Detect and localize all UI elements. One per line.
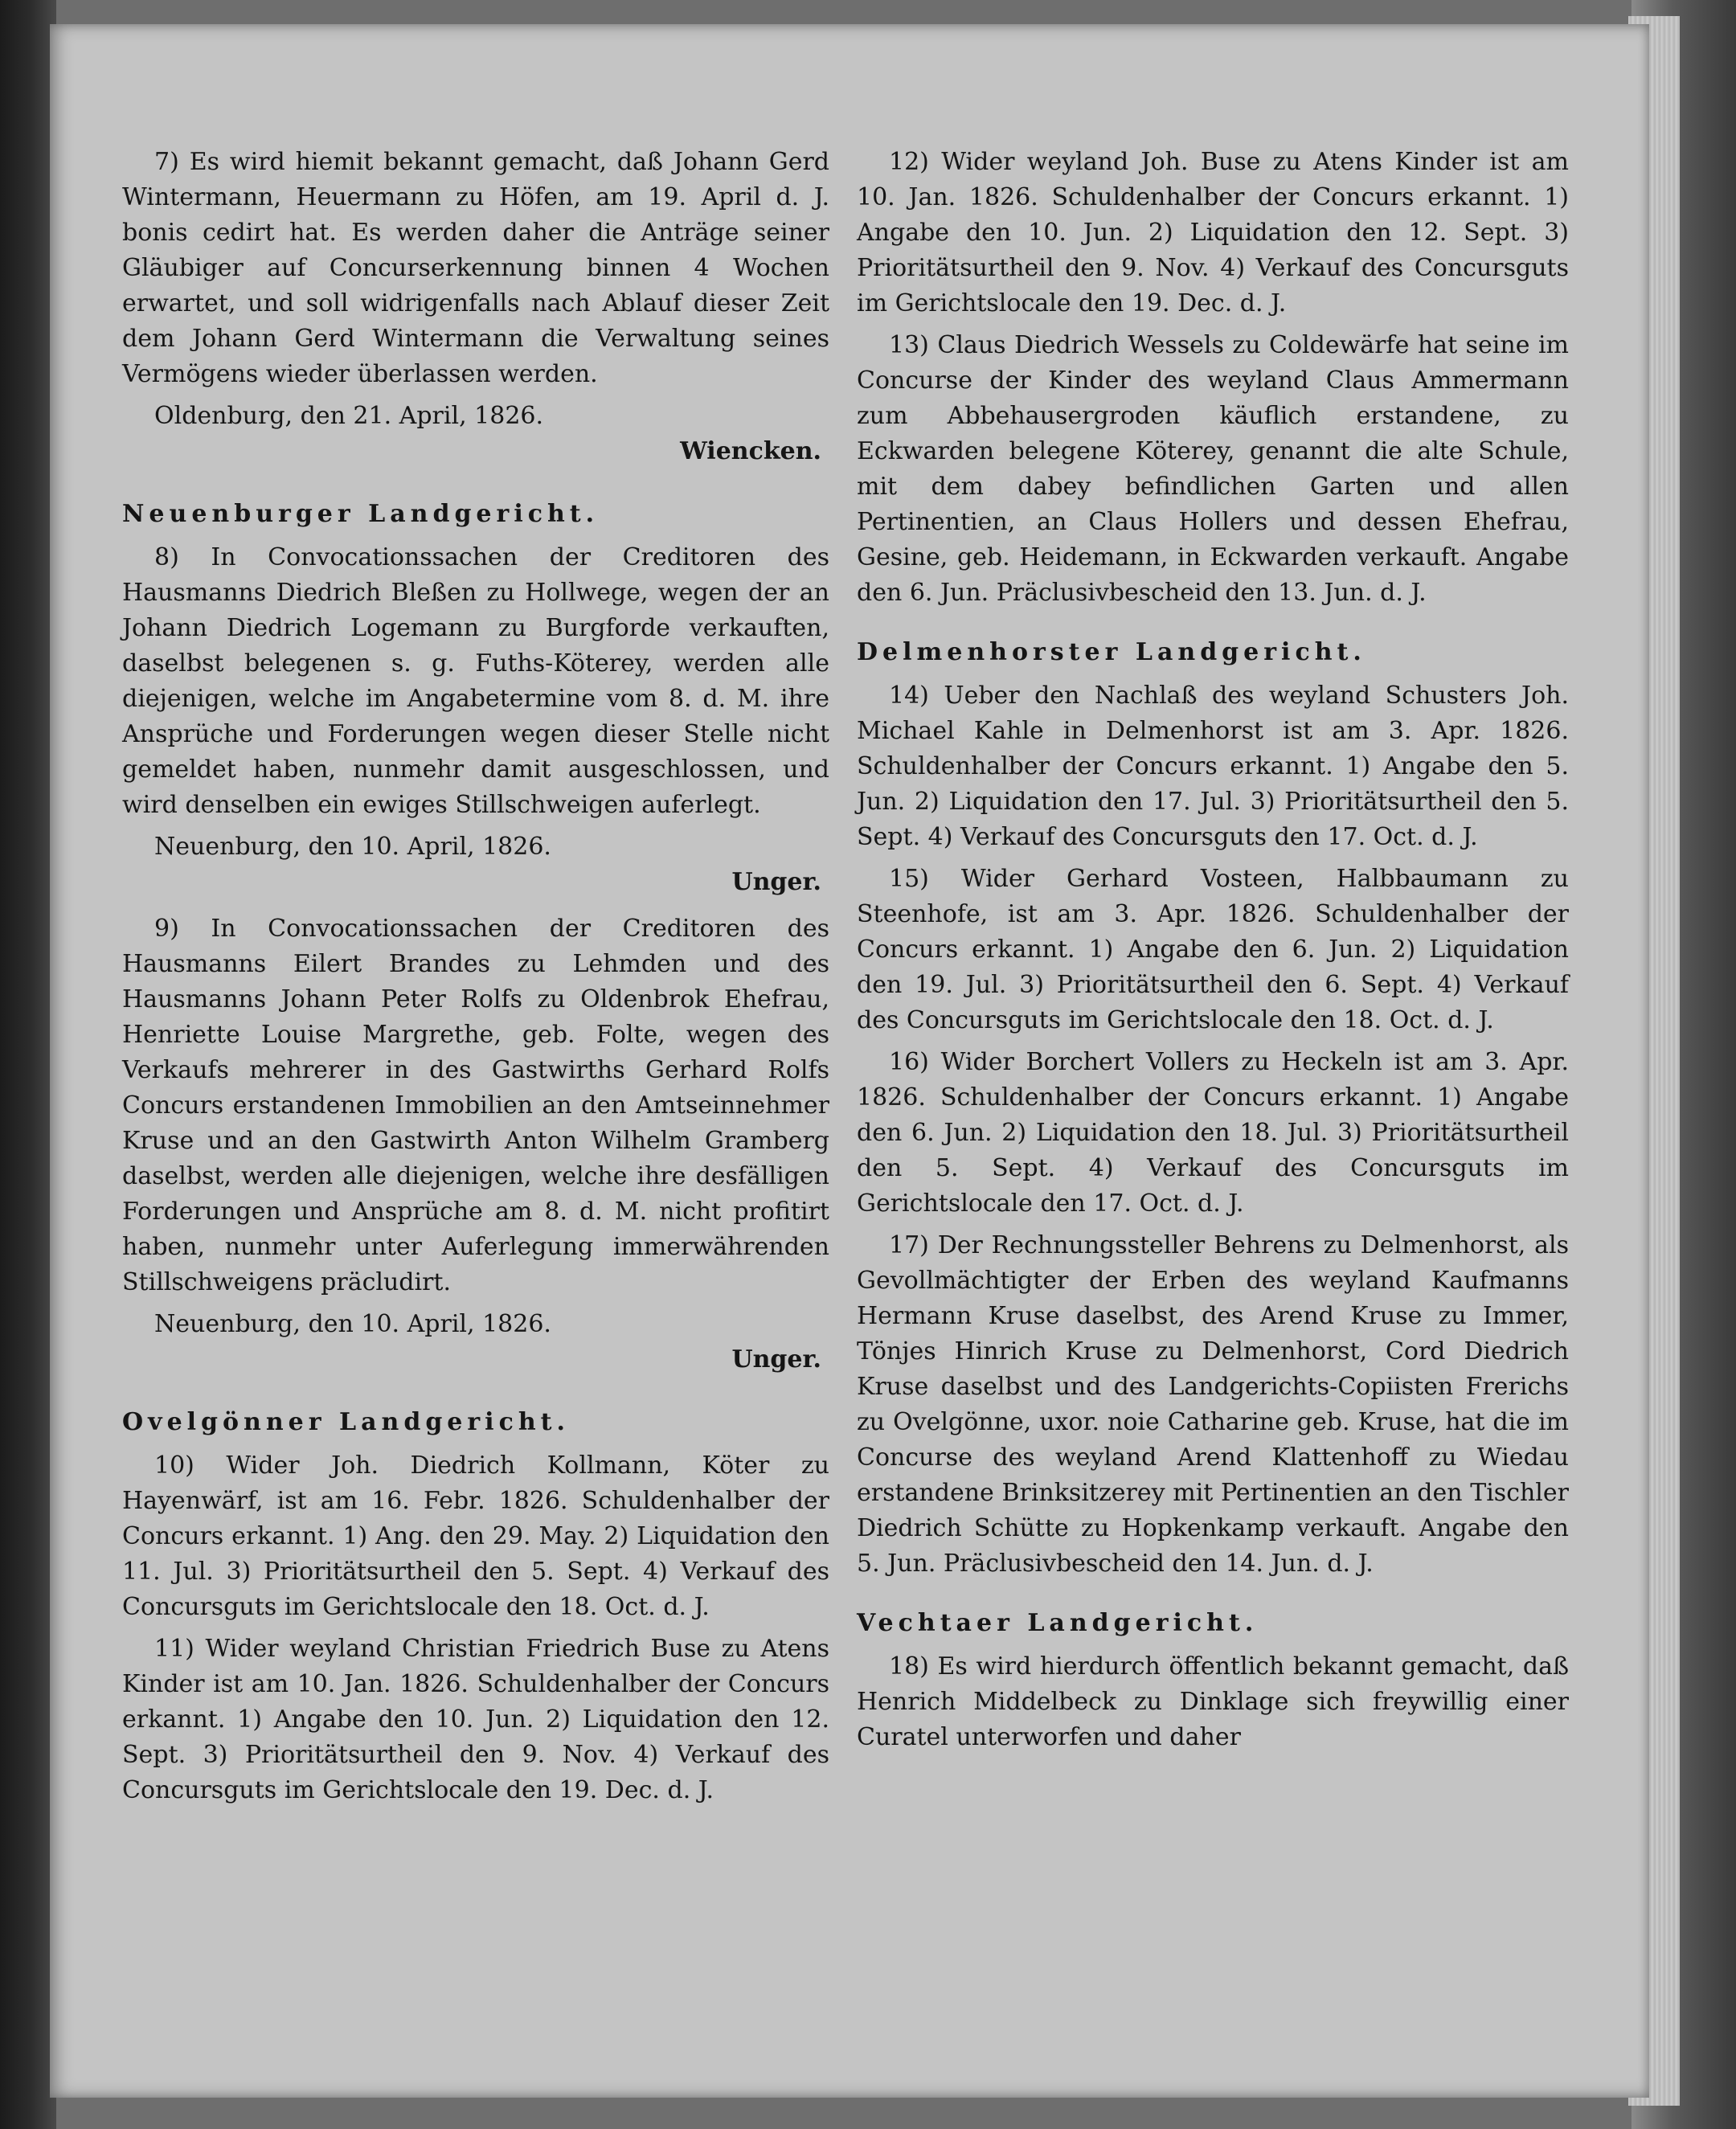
- heading-neuenburger-landgericht: Neuenburger Landgericht.: [122, 500, 600, 528]
- dateline-neuenburg-1: Neuenburg, den 10. April, 1826.: [154, 833, 551, 861]
- notice-15: 15) Wider Gerhard Vosteen, Halbbaumann zu Steenhofe, ist am 3. Apr. 1826. Schuldenhalber der Concurs erkannt. 1) Angabe den 6. Jun. 2) Liquidation den 19. Jul. 3) Prioritätsurtheil den 6. Sept. 4) Verkauf des Concursguts im Gerichtslocale den 18. Oct. d. J.: [857, 865, 1569, 1034]
- notice-8: 8) In Convocationssachen der Creditoren des Hausmanns Diedrich Bleßen zu Hollwege, wegen der an Johann Diedrich Logemann zu Burgforde verkauften, daselbst belegenen s. g. Fuths-Köterey, werden alle diejenigen, welche im Angabetermine vom 8. d. M. ihre Ansprüche und Forderungen wegen dieser Stelle nicht gemeldet haben, nunmehr damit ausgeschlossen, und wird denselben ein ewiges Stillschweigen auferlegt.: [122, 543, 829, 819]
- dateline-oldenburg: Oldenburg, den 21. April, 1826.: [154, 402, 544, 430]
- dateline-neuenburg-2: Neuenburg, den 10. April, 1826.: [154, 1310, 551, 1338]
- signature-unger-2: Unger.: [731, 1345, 821, 1374]
- right-column: [857, 145, 1569, 1762]
- notice-14: 14) Ueber den Nachlaß des weyland Schusters Joh. Michael Kahle in Delmenhorst ist am 3. Apr. 1826. Schuldenhalber der Concurs erkannt. 1) Angabe den 5. Jun. 2) Liquidation den 17. Jul. 3) Prioritätsurtheil den 5. Sept. 4) Verkauf des Concursguts den 17. Oct. d. J.: [857, 682, 1569, 851]
- document-page: [50, 24, 1649, 2098]
- notice-18: 18) Es wird hierdurch öffentlich bekannt gemacht, daß Henrich Middelbeck zu Dinklage sich freywillig einer Curatel unterworfen und daher: [857, 1652, 1569, 1751]
- notice-17: 17) Der Rechnungssteller Behrens zu Delmenhorst, als Gevollmächtigter der Erben des weyland Kaufmanns Hermann Kruse daselbst, des Arend Kruse zu Immer, Tönjes Hinrich Kruse zu Delmenhorst, Cord Diedrich Kruse daselbst und des Landgerichts-Copiisten Frerichs zu Ovelgönne, uxor. noie Catharine geb. Kruse, hat die im Concurse des weyland Arend Klattenhoff zu Wiedau erstandene Brinksitzerey mit Pertinentien an den Tischler Diedrich Schütte zu Hopkenkamp verkauft. Angabe den 5. Jun. Präclusivbescheid den 14. Jun. d. J.: [857, 1231, 1569, 1578]
- notice-12: 12) Wider weyland Joh. Buse zu Atens Kinder ist am 10. Jan. 1826. Schuldenhalber der Concurs erkannt. 1) Angabe den 10. Jun. 2) Liquidation den 12. Sept. 3) Prioritätsurtheil den 9. Nov. 4) Verkauf des Concursguts im Gerichtslocale den 19. Dec. d. J.: [857, 148, 1569, 317]
- notice-10: 10) Wider Joh. Diedrich Kollmann, Köter zu Hayenwärf, ist am 16. Febr. 1826. Schuldenhalber der Concurs erkannt. 1) Ang. den 29. May. 2) Liquidation den 11. Jul. 3) Prioritätsurtheil den 5. Sept. 4) Verkauf des Concursguts im Gerichtslocale den 18. Oct. d. J.: [122, 1451, 829, 1621]
- signature-unger-1: Unger.: [731, 868, 821, 896]
- left-column: [122, 145, 829, 1815]
- notice-16: 16) Wider Borchert Vollers zu Heckeln ist am 3. Apr. 1826. Schuldenhalber der Concurs erkannt. 1) Angabe den 6. Jun. 2) Liquidation den 18. Jul. 3) Prioritätsurtheil den 5. Sept. 4) Verkauf des Concursguts im Gerichtslocale den 17. Oct. d. J.: [857, 1048, 1569, 1218]
- heading-delmenhorster-landgericht: Delmenhorster Landgericht.: [857, 638, 1366, 666]
- scan-binding-edge: [0, 0, 56, 2129]
- signature-wiencken: Wiencken.: [680, 437, 821, 465]
- heading-vechtaer-landgericht: Vechtaer Landgericht.: [857, 1609, 1259, 1637]
- notice-9: 9) In Convocationssachen der Creditoren des Hausmanns Eilert Brandes zu Lehmden und des Hausmanns Johann Peter Rolfs zu Oldenbrok Ehefrau, Henriette Louise Margrethe, geb. Folte, wegen des Verkaufs mehrerer in des Gastwirths Gerhard Rolfs Concurs erstandenen Immobilien an den Amtseinnehmer Kruse und an den Gastwirth Anton Wilhelm Gramberg daselbst, werden alle diejenigen, welche ihre desfälligen Forderungen und Ansprüche am 8. d. M. nicht profitirt haben, nunmehr unter Auferlegung immerwährenden Stillschweigens präcludirt.: [122, 915, 829, 1296]
- notice-7: 7) Es wird hiemit bekannt gemacht, daß Johann Gerd Wintermann, Heuermann zu Höfen, am 19. April d. J. bonis cedirt hat. Es werden daher die Anträge seiner Gläubiger auf Concurserkennung binnen 4 Wochen erwartet, und soll widrigenfalls nach Ablauf dieser Zeit dem Johann Gerd Wintermann die Verwaltung seines Vermögens wieder überlassen werden.: [122, 148, 829, 388]
- heading-ovelgoenner-landgericht: Ovelgönner Landgericht.: [122, 1408, 570, 1436]
- notice-11: 11) Wider weyland Christian Friedrich Buse zu Atens Kinder ist am 10. Jan. 1826. Schuldenhalber der Concurs erkannt. 1) Angabe den 10. Jun. 2) Liquidation den 12. Sept. 3) Prioritätsurtheil den 9. Nov. 4) Verkauf des Concursguts im Gerichtslocale den 19. Dec. d. J.: [122, 1635, 829, 1804]
- notice-13: 13) Claus Diedrich Wessels zu Coldewärfe hat seine im Concurse der Kinder des weyland Claus Ammermann zum Abbehausergroden käuflich erstandene, zu Eckwarden belegene Köterey, genannt die alte Schule, mit dem dabey befindlichen Garten und allen Pertinentien, an Claus Hollers und dessen Ehefrau, Gesine, geb. Heidemann, in Eckwarden verkauft. Angabe den 6. Jun. Präclusivbescheid den 13. Jun. d. J.: [857, 331, 1569, 607]
